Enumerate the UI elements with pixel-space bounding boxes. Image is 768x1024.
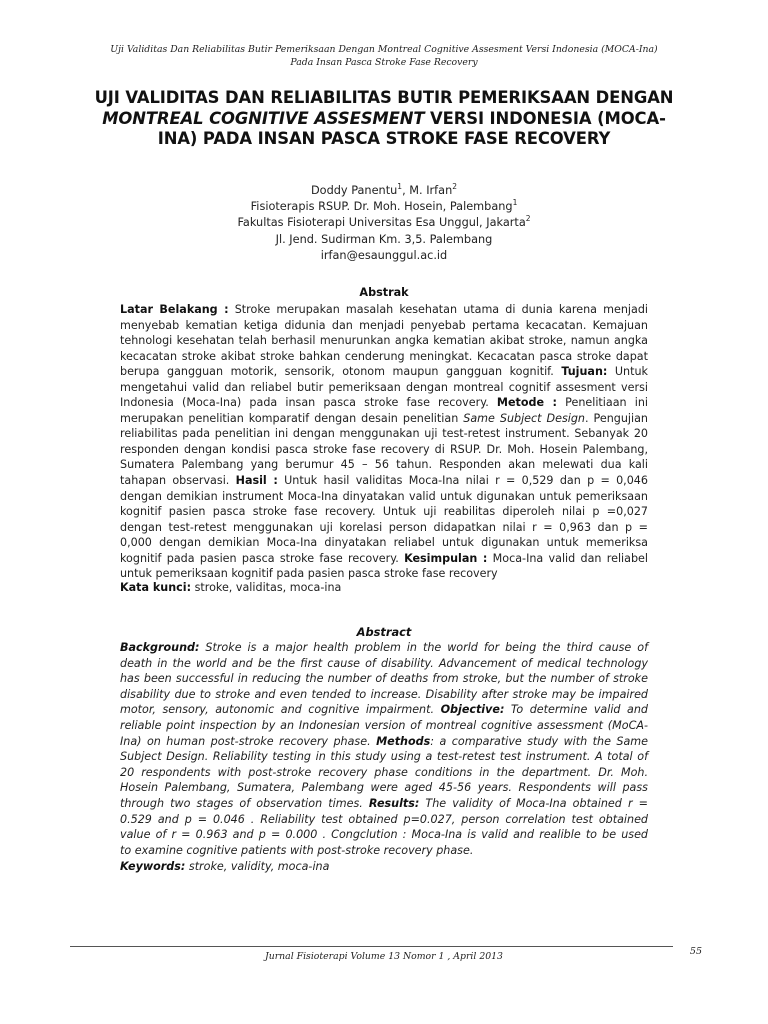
title-line-2-rest: VERSI INDONESIA (MOCA- (424, 108, 666, 128)
abstract-line: value of r = 0.963 and p = 0.000 . Congclution : Moca-Ina is valid and realible to be used (120, 828, 648, 842)
author-1: Doddy Panentu (310, 184, 398, 197)
kata-kunci-label: Kata kunci: (120, 581, 192, 594)
abstract-line (120, 702, 648, 718)
abstrak-line (120, 395, 648, 411)
abstrak-line (120, 364, 648, 380)
abstract-line: Subject Design. Reliability testing in this study using a test-retest test instrument. A total of (120, 750, 648, 764)
abstract-text: motor, sensory, autonomic and cognitive impairment. (120, 703, 441, 717)
abstract-label-results: Results: (368, 796, 420, 810)
abstrak-line: dengan test-retest menggunakan uji korelasi person didapatkan nilai r = 0,963 dan p = (120, 520, 648, 534)
running-head (60, 43, 708, 69)
abstrak-label-kesimpulan: Kesimpulan : (404, 551, 488, 565)
abstrak-line: tehnologi kesehatan telah berhasil menurunkan angka kematian akibat stroke, namun angka (120, 334, 648, 348)
abstrak-line (120, 302, 648, 318)
abstrak-line: dengan demikian instrument Moca-Ina dinyatakan valid untuk digunakan untuk pemeriksaan (120, 489, 648, 503)
abstrak-line (120, 473, 648, 489)
abstrak-text: berupa gangguan motorik, sensorik, otonom maupun gangguan kognitif. (120, 365, 562, 379)
keywords-text: stroke, validity, moca-ina (185, 860, 330, 873)
abstract-text: Stroke is a major health problem in the world for being the third cause of (199, 641, 648, 654)
kata-kunci (120, 580, 648, 595)
abstrak-italic-term: Same Subject Design (463, 411, 585, 425)
affiliation-1 (100, 199, 668, 215)
abstract-text: The validity of Moca-Ina obtained r = (419, 796, 648, 810)
abstract-text: To determine valid and (504, 703, 648, 717)
abstrak-line: untuk pemeriksaan kognitif pada pasien pasca stroke fase recovery (120, 567, 498, 581)
abstract-line: Hosein Palembang, Sumatera, Palembang were aged 45-56 years. Respondents will pass (120, 781, 648, 795)
page-number: 55 (689, 946, 702, 957)
abstrak-heading: Abstrak (359, 286, 409, 299)
abstrak-text: . Pengujian (585, 411, 648, 425)
affiliation-2-text: Fakultas Fisioterapi Universitas Esa Unggul, Jakarta (237, 216, 526, 230)
abstrak-line: Sumatera Palembang yang berumur 45 – 56 tahun. Responden akan melewati dua kali (120, 458, 648, 472)
abstract-body (120, 640, 648, 858)
author-1-affiliation-mark: 1 (397, 182, 403, 191)
abstrak-text: Penelitiaan ini (557, 396, 648, 410)
keywords-label: Keywords: (120, 860, 186, 873)
author-address: Jl. Jend. Sudirman Km. 3,5. Palembang (275, 232, 493, 246)
title-line-2 (50, 109, 718, 130)
paper-title (50, 88, 718, 150)
author-2: , M. Irfan (402, 184, 453, 197)
abstract-text: Ina) on human post-stroke recovery phase. (120, 734, 377, 748)
abstrak-label-tujuan: Tujuan: (561, 365, 608, 379)
abstract-line: death in the world and be the first cause of disability. Advancement of medical technology (120, 656, 648, 670)
title-line-1: UJI VALIDITAS DAN RELIABILITAS BUTIR PEMERIKSAAN DENGAN (94, 88, 674, 107)
abstrak-text: Untuk (607, 365, 648, 379)
abstract-label-objective: Objective: (440, 703, 505, 717)
footer-journal-info: Jurnal Fisioterapi Volume 13 Nomor 1 , April 2013 (265, 951, 503, 962)
abstrak-line: responden dengan kondisi pasca stroke fase recovery di RSUP. Dr. Moh. Hosein Palembang, (120, 442, 648, 456)
abstract-line: reliable point inspection by an Indonesian version of montreal cognitive assessment (MoCA- (120, 718, 648, 732)
affiliation-2 (100, 215, 668, 231)
title-italic-part: MONTREAL COGNITIVE ASSESMENT (102, 108, 425, 128)
affiliation-1-text: Fisioterapis RSUP. Dr. Moh. Hosein, Palembang (250, 200, 513, 214)
abstrak-label-metode: Metode : (496, 396, 557, 410)
abstrak-text: Stroke merupakan masalah kesehatan utama di dunia karena menjadi (228, 303, 648, 316)
abstrak-line: reliabilitas pada penelitian ini dengan menggunakan uji test-retest instrument. Sebanyak 20 (120, 427, 648, 441)
abstrak-line (120, 411, 648, 427)
running-head-line-1: Uji Validitas Dan Reliabilitas Butir Pemeriksaan Dengan Montreal Cognitive Assesment Versi Indonesia (MOCA-Ina) (110, 44, 658, 55)
author-email[interactable]: irfan@esaunggul.ac.id (320, 248, 448, 262)
abstrak-text: kognitif pada pasien pasca stroke fase recovery. (120, 551, 405, 565)
abstrak-text: Untuk hasil validitas Moca-Ina nilai r = 0,529 dan p = 0,046 (277, 474, 648, 488)
abstrak-line: mengetahui valid dan reliabel butir pemeriksaan dengan montreal cognitif assesment versi (120, 380, 648, 394)
abstract-line: 20 respondents with post-stroke recovery phase conditions in the department. Dr. Moh. (120, 765, 648, 779)
abstrak-line: kognitif pasien pasca stroke fase recovery. Untuk uji reabilitas diperoleh nilai p =0,027 (120, 505, 648, 519)
abstrak-line (120, 551, 648, 567)
running-head-line-2: Pada Insan Pasca Stroke Fase Recovery (290, 57, 478, 68)
abstract-line (120, 640, 648, 656)
abstrak-text: tahapan observasi. (120, 474, 236, 488)
abstract-text: through two stages of observation times. (120, 796, 369, 810)
abstract-label-methods: Methods (376, 734, 431, 748)
abstract-text: : a comparative study with the Same (430, 734, 648, 748)
abstrak-label-hasil: Hasil : (235, 474, 278, 488)
abstract-line (120, 734, 648, 750)
author-block (100, 183, 668, 264)
abstract-line (120, 796, 648, 812)
affiliation-2-mark: 2 (525, 214, 531, 224)
abstrak-text: Indonesia (Moca-Ina) pada insan pasca stroke fase recovery. (120, 396, 497, 410)
title-line-3: INA) PADA INSAN PASCA STROKE FASE RECOVERY (157, 129, 611, 148)
abstrak-line: menyebab kematian ketiga didunia dan menjadi penyebab pertama kecacatan. Kemajuan (120, 318, 648, 332)
abstract-line: has been successful in reducing the number of deaths from stroke, but the number of stroke (120, 672, 648, 686)
author-names (100, 183, 668, 199)
kata-kunci-text: stroke, validitas, moca-ina (191, 581, 342, 594)
abstract-line: disability due to stroke and even tended to increase. Disability after stroke may be impaired (120, 687, 648, 701)
footer-divider (70, 946, 673, 947)
abstrak-label-latar-belakang: Latar Belakang : (120, 303, 229, 316)
abstract-heading: Abstract (356, 625, 412, 639)
abstract-line: 0.529 and p = 0.046 . Reliability test obtained p=0.027, person correlation test obtained (120, 812, 648, 826)
abstract-label-background: Background: (120, 641, 200, 654)
abstrak-line: kecacatan stroke akibat stroke bahkan cenderung meningkat. Kecacatan pasca stroke dapat (120, 349, 648, 363)
abstrak-text: merupakan penelitian komparatif dengan desain penelitian (120, 411, 464, 425)
abstrak-line: 0,000 dengan demikian Moca-Ina dinyatakan reliabel untuk digunakan untuk memeriksa (120, 536, 648, 550)
abstrak-body (120, 302, 648, 582)
keywords (120, 859, 648, 874)
abstrak-text: Moca-Ina valid dan reliabel (487, 551, 648, 565)
affiliation-1-mark: 1 (512, 198, 518, 208)
abstract-line: to examine cognitive patients with post-stroke recovery phase. (120, 843, 474, 857)
author-2-affiliation-mark: 2 (452, 182, 458, 191)
